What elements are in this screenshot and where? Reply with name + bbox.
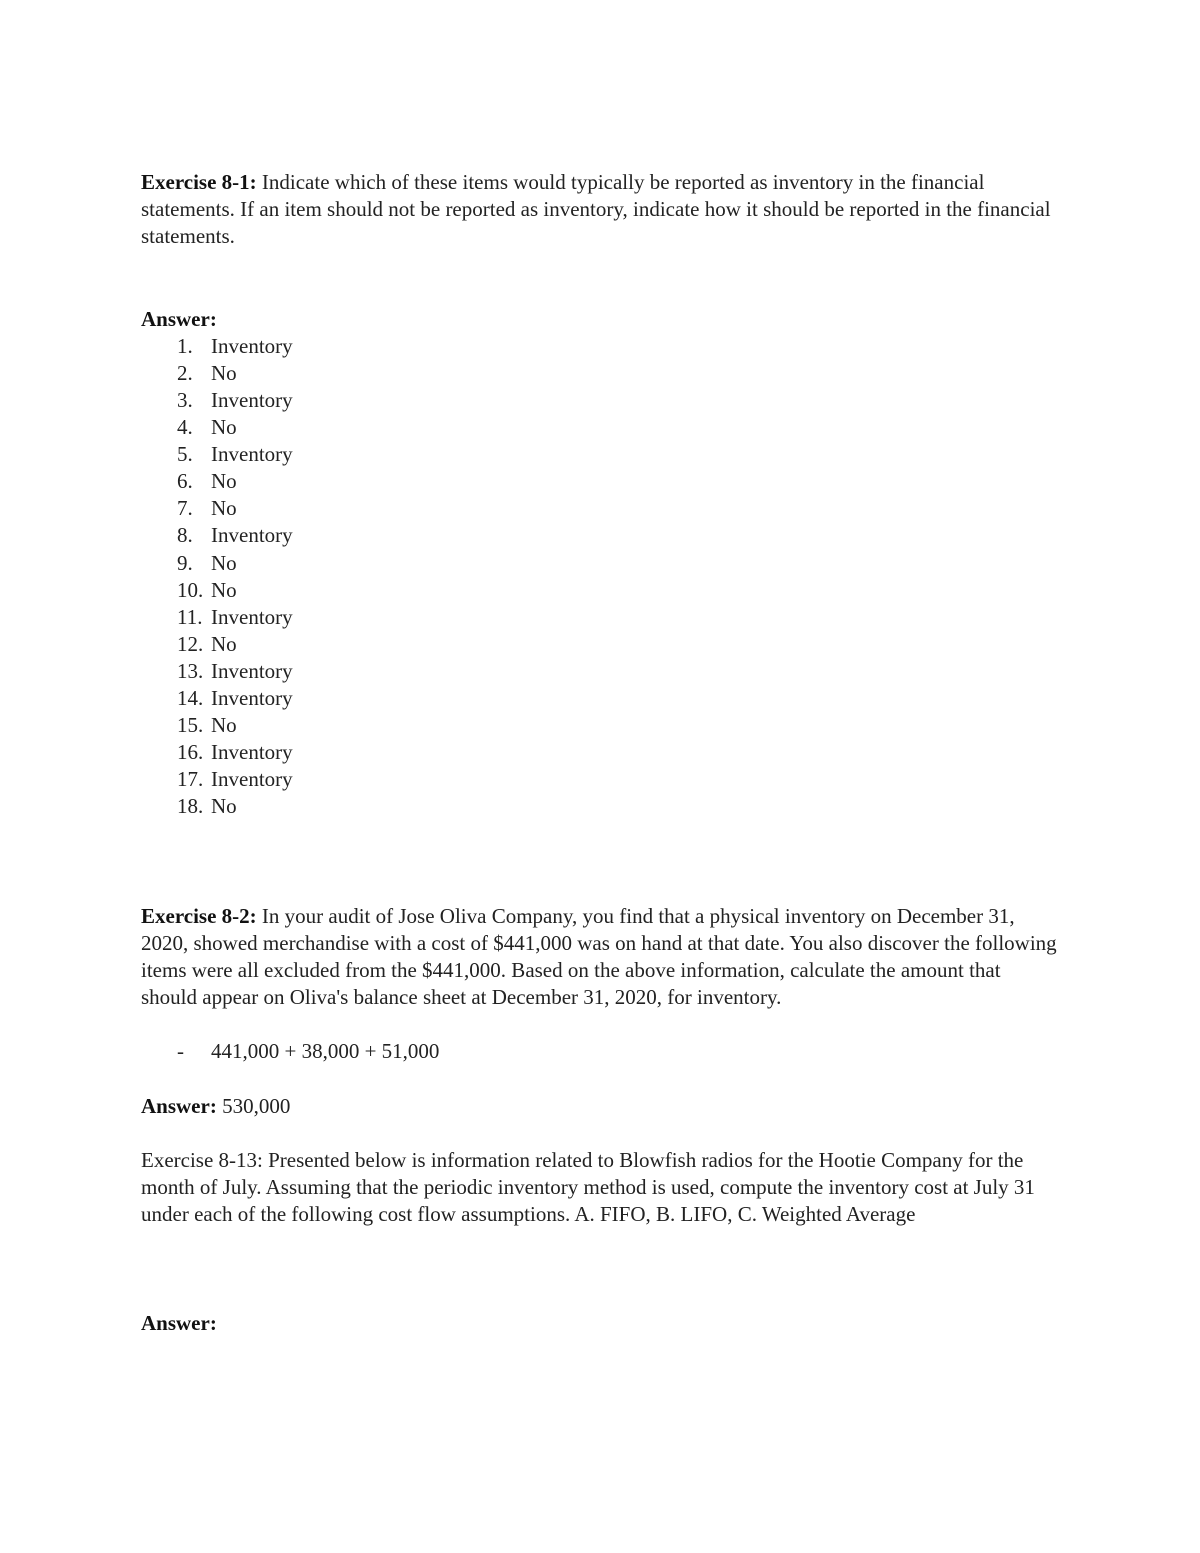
list-item-text: No — [211, 550, 237, 575]
list-item-text: Inventory — [211, 658, 293, 683]
bullet-dash: - — [177, 1039, 184, 1064]
exercise-8-2-text: In your audit of Jose Oliva Company, you find that a physical inventory on December 31, 2020, showed merchandise with a cost of $441,000 was on hand at that date. You also discover the following items were all excluded from the $441,000. Based on the above information, calculate the amount that should appear on Oliva's balance sheet at December 31, 2020, for inventory. — [141, 903, 1057, 1010]
answer-2 — [141, 1093, 1061, 1120]
answer-3-label: Answer: — [141, 1311, 217, 1336]
list-item — [141, 360, 1061, 387]
list-item-text: No — [211, 713, 237, 738]
list-item — [141, 793, 1061, 820]
list-item-number: 7. — [177, 496, 193, 521]
list-item-number: 6. — [177, 469, 193, 494]
list-item — [141, 739, 1061, 766]
list-item — [141, 604, 1061, 631]
list-item — [141, 577, 1061, 604]
list-item — [141, 631, 1061, 658]
exercise-8-13-paragraph: Exercise 8-13: Presented below is information related to Blowfish radios for the Hootie Company for the month of July. Assuming that the periodic inventory method is used, compute the inventory cost at July 31 under each of the following cost flow assumptions. A. FIFO, B. LIFO, C. Weighted Average — [141, 1147, 1035, 1227]
list-item — [141, 685, 1061, 712]
list-item — [141, 766, 1061, 793]
list-item — [141, 522, 1061, 549]
list-item-number: 10. — [177, 577, 204, 602]
list-item-number: 9. — [177, 550, 193, 575]
exercise-8-1-paragraph — [141, 169, 1061, 251]
list-item-text: No — [211, 415, 237, 440]
list-item-text: No — [211, 631, 237, 656]
list-item — [141, 495, 1061, 522]
calculation-bullet — [141, 1038, 1061, 1065]
list-item-text: No — [211, 360, 237, 385]
list-item-text: Inventory — [211, 523, 293, 548]
list-item — [141, 333, 1061, 360]
list-item-text: Inventory — [211, 388, 293, 412]
answer-2-label: Answer: — [141, 1093, 217, 1118]
answer-1-label: Answer: — [141, 306, 217, 331]
answer-1-list — [141, 333, 1061, 821]
list-item-number: 5. — [177, 442, 193, 467]
list-item-text: No — [211, 577, 237, 602]
list-item — [141, 712, 1061, 739]
list-item-number: 3. — [177, 388, 193, 412]
document-page — [141, 169, 1061, 1338]
exercise-8-2-paragraph — [141, 903, 1061, 1012]
list-item-number: 18. — [177, 794, 204, 819]
list-item-number: 14. — [177, 686, 204, 711]
list-item-number: 2. — [177, 360, 193, 385]
list-item-text: Inventory — [211, 686, 293, 711]
list-item-number: 17. — [177, 767, 204, 792]
exercise-8-1-title: Exercise 8-1: — [141, 170, 257, 194]
list-item-number: 15. — [177, 713, 204, 738]
exercise-8-1-text: Indicate which of these items would typically be reported as inventory in the financial statements. If an item should not be reported as inventory, indicate how it should be reported in the financial statements. — [141, 170, 1051, 249]
list-item-number: 12. — [177, 631, 204, 656]
list-item-text: No — [211, 496, 237, 521]
list-item-text: No — [211, 469, 237, 494]
answer-2-value: 530,000 — [216, 1093, 291, 1118]
list-item-text: No — [211, 794, 237, 819]
calculation-text: 441,000 + 38,000 + 51,000 — [211, 1039, 440, 1064]
list-item-text: Inventory — [211, 604, 293, 629]
list-item — [141, 441, 1061, 468]
list-item — [141, 468, 1061, 495]
list-item-text: Inventory — [211, 442, 293, 467]
list-item-text: Inventory — [211, 740, 293, 765]
list-item — [141, 387, 1061, 414]
list-item — [141, 658, 1061, 685]
list-item — [141, 414, 1061, 441]
list-item-number: 1. — [177, 333, 193, 358]
list-item-number: 16. — [177, 740, 204, 765]
list-item-text: Inventory — [211, 767, 293, 792]
list-item-number: 13. — [177, 658, 204, 683]
list-item — [141, 550, 1061, 577]
list-item-number: 8. — [177, 523, 193, 548]
list-item-number: 11. — [177, 604, 203, 629]
exercise-8-2-title: Exercise 8-2: — [141, 903, 257, 928]
list-item-text: Inventory — [211, 333, 293, 358]
list-item-number: 4. — [177, 415, 193, 440]
